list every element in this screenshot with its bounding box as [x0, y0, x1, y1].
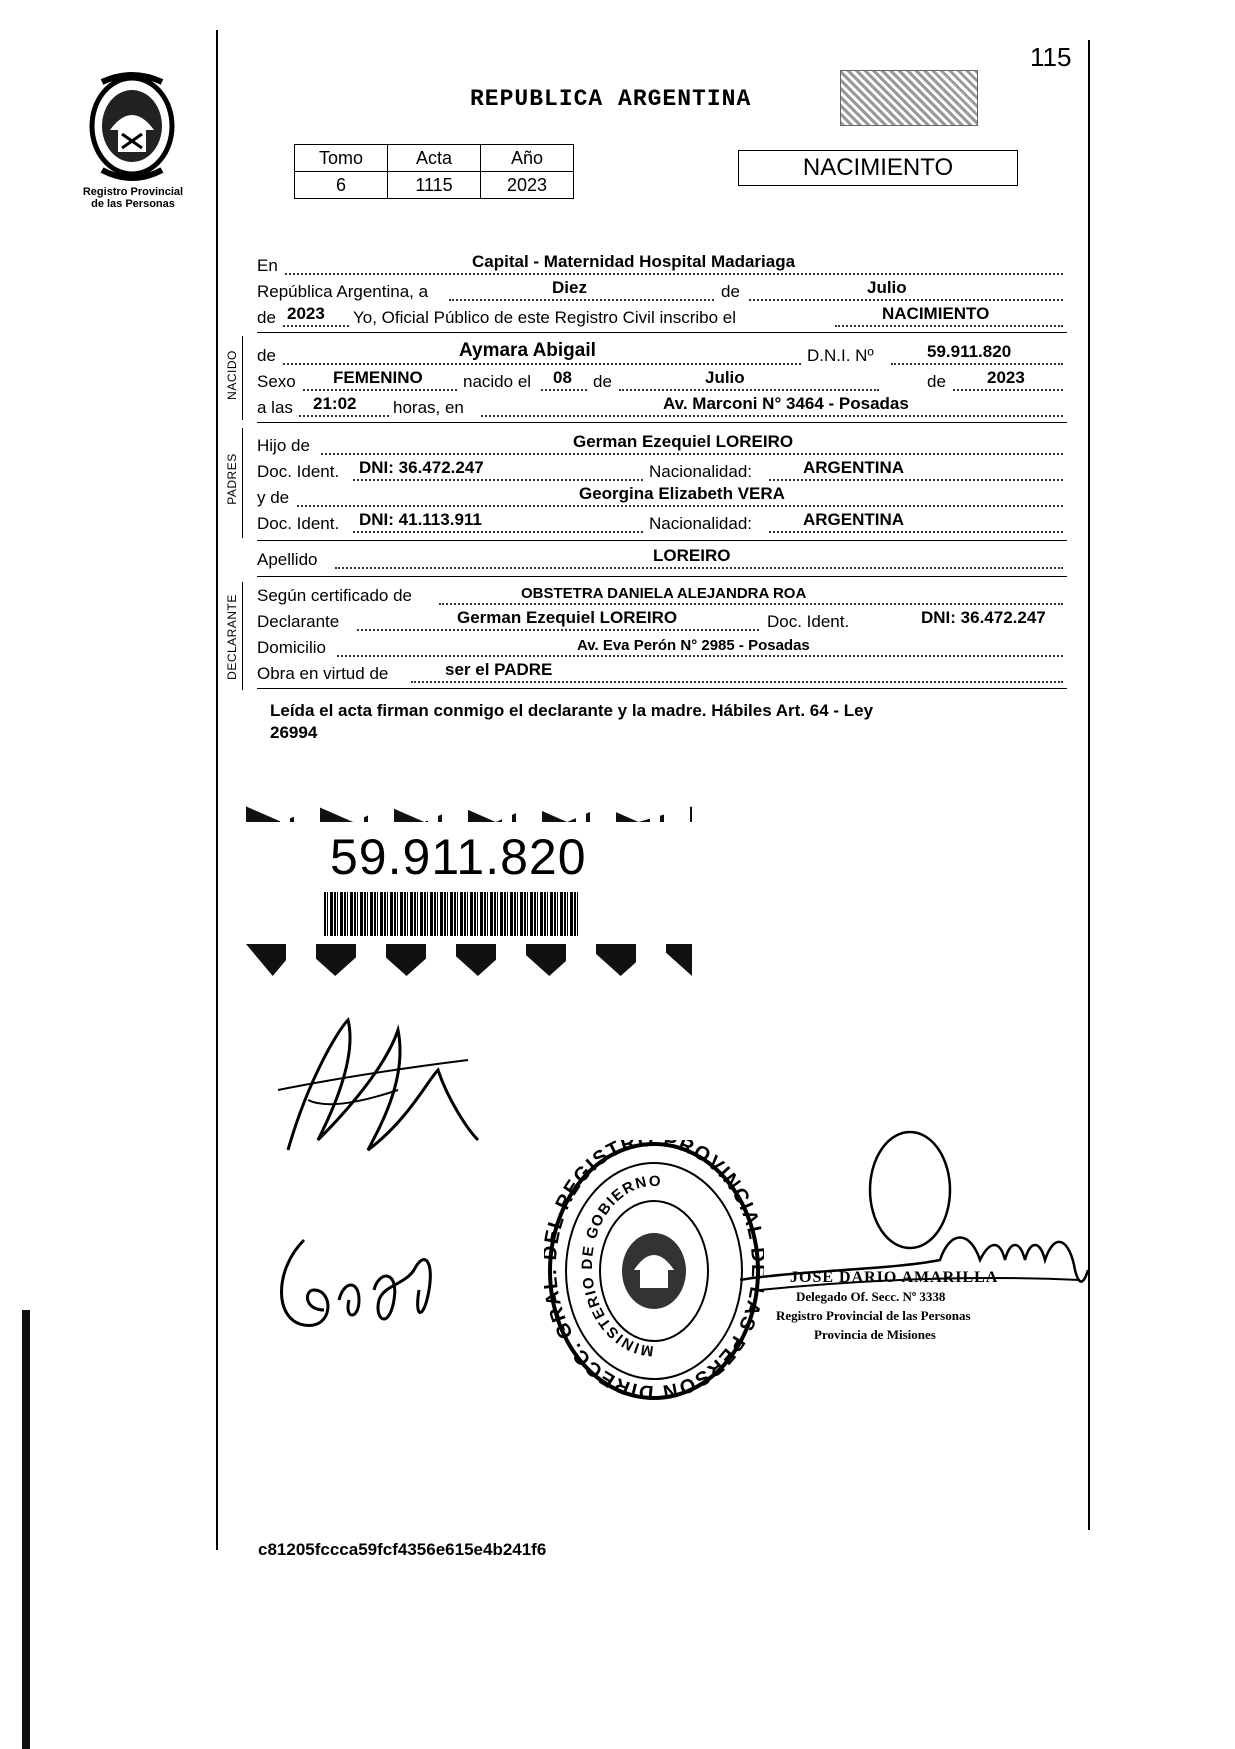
dotted-line [749, 299, 1063, 301]
value-en: Capital - Maternidad Hospital Madariaga [472, 252, 796, 271]
table-value-row [295, 172, 574, 199]
dotted-line [283, 363, 801, 365]
dotted-line [283, 325, 349, 327]
label-nacido-el: nacido el [463, 372, 532, 391]
dotted-line [337, 655, 1063, 657]
seal-outer-text: DIRECC. GR L REGISTRO PROVINCIA AS PERSON [544, 1140, 764, 1402]
label-obra: Obra en virtud de [257, 664, 389, 683]
dotted-line [299, 415, 389, 417]
coat-of-arms-icon [82, 70, 182, 182]
dotted-line [353, 479, 643, 481]
dotted-line [439, 603, 1063, 605]
dotted-line [619, 389, 879, 391]
row-obra [257, 660, 1065, 686]
label-de-mes: de [593, 372, 612, 391]
row-republica [257, 278, 1065, 304]
value-lugar: Av. Marconi N° 3464 - Posadas [663, 394, 909, 413]
security-stamp [840, 70, 978, 126]
value-padre: German Ezequiel LOREIRO [573, 432, 794, 451]
id-strip-top-border [246, 796, 692, 822]
dotted-line [769, 479, 1063, 481]
label-a-las: a las [257, 398, 293, 417]
value-declarante: German Ezequiel LOREIRO [457, 608, 678, 627]
dotted-line [835, 325, 1063, 327]
dotted-line [303, 389, 457, 391]
dotted-line [321, 453, 1063, 455]
label-de-year: de [257, 308, 276, 327]
value-nacido-mes: Julio [705, 368, 745, 387]
label-hijo-de: Hijo de [257, 436, 310, 455]
label-de-month: de [721, 282, 740, 301]
label-nac-madre: Nacionalidad: [649, 514, 753, 533]
value-anio: 2023 [481, 172, 574, 199]
document-title: REPUBLICA ARGENTINA [470, 86, 752, 112]
closing-text-line2: 26994 [270, 723, 318, 742]
dotted-line [769, 531, 1063, 533]
value-inscribo: NACIMIENTO [882, 304, 990, 323]
header-anio: Año [481, 145, 574, 172]
row-apellido [257, 546, 1065, 572]
closing-text-line1: Leída el acta firman conmigo el declarante y la madre. Hábiles Art. 64 - Ley [270, 701, 874, 720]
value-apellido: LOREIRO [653, 546, 731, 565]
id-strip-number: 59.911.820 [330, 829, 587, 885]
label-republica: República Argentina, a [257, 282, 429, 301]
dotted-line [285, 273, 1063, 275]
value-hora: 21:02 [313, 394, 357, 413]
row-certificado [257, 582, 1065, 608]
label-nac-padre: Nacionalidad: [649, 462, 753, 481]
row-madre [257, 484, 1065, 510]
label-doc-declarante: Doc. Ident. [767, 612, 850, 631]
section-divider [257, 332, 1067, 333]
scan-edge-left [22, 1310, 30, 1749]
value-nacido-dia: 08 [553, 368, 572, 387]
signature-madre [264, 1230, 464, 1340]
dotted-line [353, 531, 643, 533]
dotted-line [335, 567, 1063, 569]
label-official: Yo, Oficial Público de este Registro Civil inscribo el [353, 308, 736, 327]
value-year: 2023 [287, 304, 325, 323]
value-declarante-doc: DNI: 36.472.247 [921, 608, 1046, 627]
section-label-padres: PADRES [225, 453, 239, 505]
value-obra: ser el PADRE [445, 660, 553, 679]
dotted-line [449, 299, 714, 301]
value-nacido-anio: 2023 [987, 368, 1025, 387]
left-margin-line [216, 30, 218, 1550]
section-divider [257, 576, 1067, 577]
document-hash: c81205fccca59fcf4356e615e4b241f6 [258, 1540, 547, 1559]
reference-table [294, 144, 574, 199]
dotted-line [891, 363, 1063, 365]
dotted-line [357, 629, 759, 631]
row-domicilio [257, 634, 1065, 660]
value-padre-nac: ARGENTINA [803, 458, 905, 477]
signature-declarante [268, 1000, 488, 1170]
value-sexo: FEMENINO [333, 368, 423, 387]
value-madre-doc: DNI: 41.113.911 [359, 510, 482, 529]
row-en [257, 252, 1065, 278]
page-number: 115 [1030, 42, 1072, 72]
section-bar-padres [242, 428, 243, 538]
official-registry: Registro Provincial de las Personas [776, 1308, 971, 1323]
dotted-line [411, 681, 1063, 683]
value-madre-nac: ARGENTINA [803, 510, 905, 529]
logo-caption [58, 186, 208, 210]
dotted-line [953, 389, 1063, 391]
value-padre-doc: DNI: 36.472.247 [359, 458, 484, 477]
section-bar-nacido [242, 336, 243, 420]
value-acta: 1115 [388, 172, 481, 199]
label-en: En [257, 256, 278, 275]
header-acta: Acta [388, 145, 481, 172]
act-type-box: NACIMIENTO [738, 150, 1018, 186]
value-domicilio: Av. Eva Perón N° 2985 - Posadas [577, 637, 810, 654]
value-tomo: 6 [295, 172, 388, 199]
section-divider [257, 540, 1067, 541]
label-domicilio: Domicilio [257, 638, 326, 657]
value-dni: 59.911.820 [927, 342, 1012, 361]
logo-caption-line2: de las Personas [91, 198, 175, 210]
row-declarante [257, 608, 1065, 634]
label-de-nombre: de [257, 346, 276, 365]
section-bar-declarante [242, 582, 243, 690]
dotted-line [297, 505, 1063, 507]
logo-caption-line1: Registro Provincial [82, 186, 184, 198]
row-padre [257, 432, 1065, 458]
label-doc-padre: Doc. Ident. [257, 462, 340, 481]
table-header-row [295, 145, 574, 172]
value-month: Julio [867, 278, 907, 297]
row-sexo [257, 368, 1065, 394]
label-declarante: Declarante [257, 612, 340, 631]
dotted-line [541, 389, 587, 391]
section-label-nacido: NACIDO [225, 350, 239, 400]
official-seal [544, 1140, 764, 1402]
seal-inner-text: MINISTERIO DE GOBIERNO [578, 1172, 663, 1360]
id-strip-bottom-border [246, 944, 692, 976]
label-de-anio: de [927, 372, 946, 391]
label-apellido: Apellido [257, 550, 318, 569]
barcode [324, 892, 580, 936]
label-sexo: Sexo [257, 372, 296, 391]
label-doc-madre: Doc. Ident. [257, 514, 340, 533]
row-madre-doc [257, 510, 1065, 536]
value-day: Diez [552, 278, 587, 297]
row-nombre [257, 342, 1065, 368]
section-divider [257, 688, 1067, 689]
label-y-de: y de [257, 488, 290, 507]
value-madre: Georgina Elizabeth VERA [579, 484, 785, 503]
label-dni: D.N.I. Nº [807, 346, 874, 365]
official-title: Delegado Of. Secc. Nº 3338 [796, 1289, 946, 1304]
value-certificado: OBSTETRA DANIELA ALEJANDRA ROA [521, 585, 807, 602]
row-inscribo [257, 304, 1065, 330]
official-stamp [776, 1268, 1056, 1344]
row-padre-doc [257, 458, 1065, 484]
label-certificado: Según certificado de [257, 586, 412, 605]
official-province: Provincia de Misiones [814, 1327, 936, 1342]
value-nombre: Aymara Abigail [459, 340, 596, 361]
header-tomo: Tomo [295, 145, 388, 172]
official-name: JOSE DARIO AMARILLA [790, 1269, 999, 1286]
section-divider [257, 422, 1067, 423]
registro-logo [82, 70, 182, 182]
label-horas-en: horas, en [393, 398, 464, 417]
dotted-line [481, 415, 1063, 417]
section-label-declarante: DECLARANTE [225, 594, 239, 680]
row-hora [257, 394, 1065, 420]
closing-text [270, 700, 1050, 744]
